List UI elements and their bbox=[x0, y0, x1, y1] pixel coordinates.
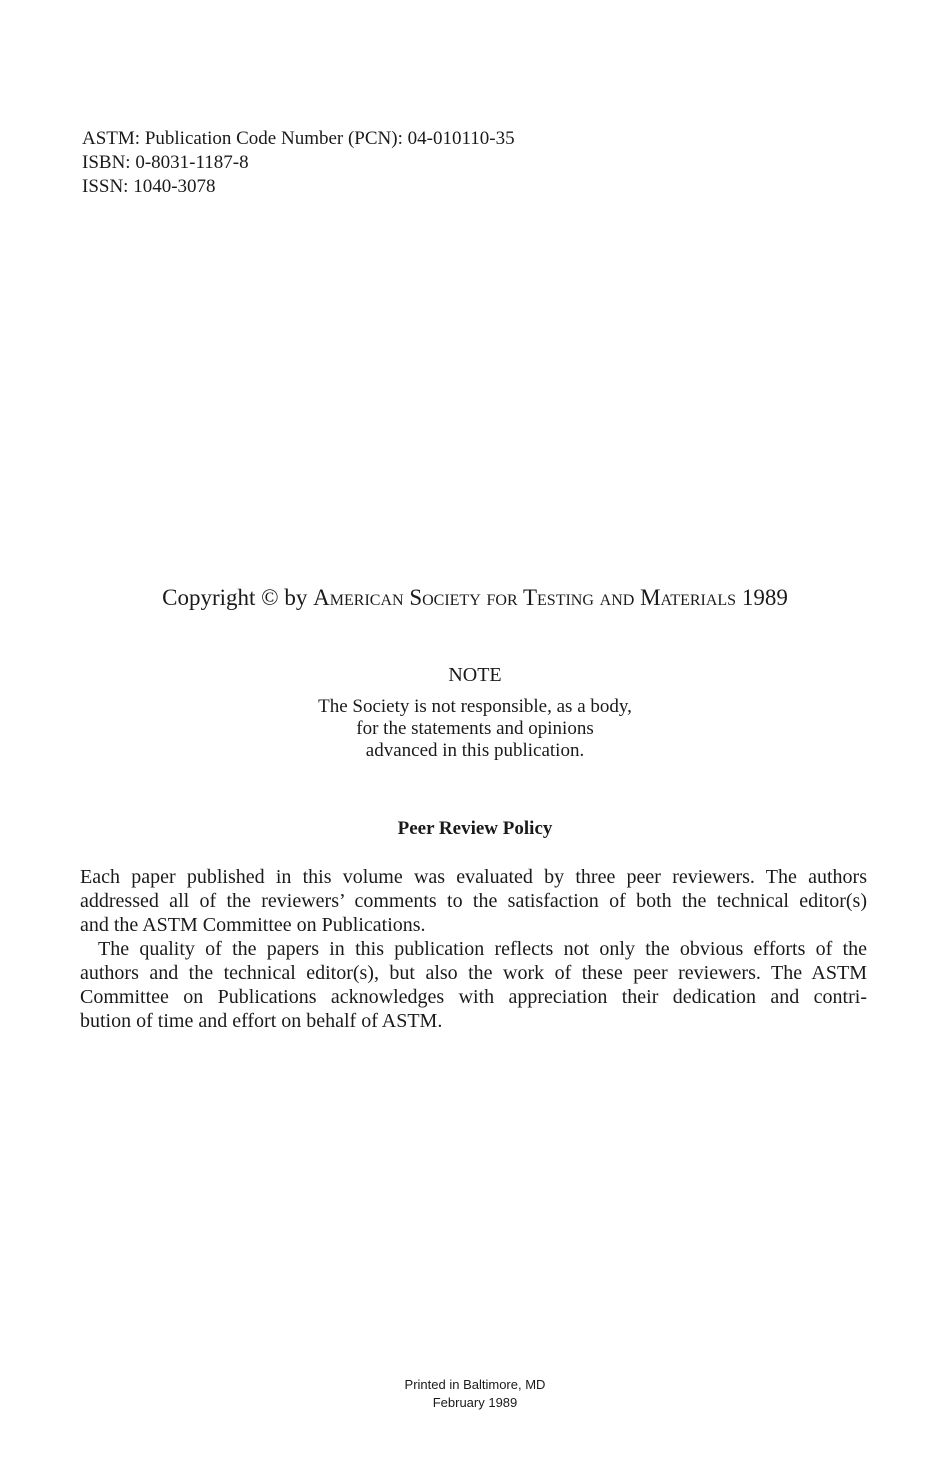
paragraph-line: addressed all of the reviewers’ comments to the satisfaction of both the technical editor(s) bbox=[80, 890, 867, 912]
printed-location: Printed in Baltimore, MD bbox=[404, 1377, 546, 1392]
note-line: advanced in this publication. bbox=[365, 740, 585, 761]
issn-line: ISSN: 1040-3078 bbox=[82, 176, 216, 197]
paragraph-line: and the ASTM Committee on Publications. bbox=[80, 914, 426, 936]
copyright-organization: American Society for Testing and Materials bbox=[313, 585, 737, 610]
note-heading: NOTE bbox=[448, 664, 502, 686]
peer-review-heading: Peer Review Policy bbox=[397, 818, 553, 839]
note-text bbox=[0, 696, 950, 762]
copyright-statement bbox=[0, 584, 950, 612]
peer-review-text bbox=[80, 865, 867, 1033]
isbn-line: ISBN: 0-8031-1187-8 bbox=[82, 152, 249, 173]
copyright-prefix: Copyright © by bbox=[162, 585, 308, 610]
paragraph-line: authors and the technical editor(s), but also the work of these peer reviewers. The ASTM bbox=[80, 962, 867, 984]
pcn-line: ASTM: Publication Code Number (PCN): 04-010110-35 bbox=[82, 128, 515, 149]
paragraph-line: Each paper published in this volume was evaluated by three peer reviewers. The authors bbox=[80, 866, 867, 888]
paragraph-line: bution of time and effort on behalf of ASTM. bbox=[80, 1010, 443, 1032]
printed-date: February 1989 bbox=[432, 1395, 518, 1410]
paragraph-line: The quality of the papers in this publication reflects not only the obvious efforts of the bbox=[98, 938, 867, 960]
note-line: The Society is not responsible, as a body, bbox=[318, 696, 632, 717]
paragraph-line: Committee on Publications acknowledges with appreciation their dedication and contri- bbox=[80, 986, 867, 1008]
printing-info bbox=[0, 1376, 950, 1412]
copyright-year: 1989 bbox=[741, 585, 788, 610]
publication-identifiers bbox=[82, 127, 515, 199]
note-line: for the statements and opinions bbox=[356, 718, 594, 739]
